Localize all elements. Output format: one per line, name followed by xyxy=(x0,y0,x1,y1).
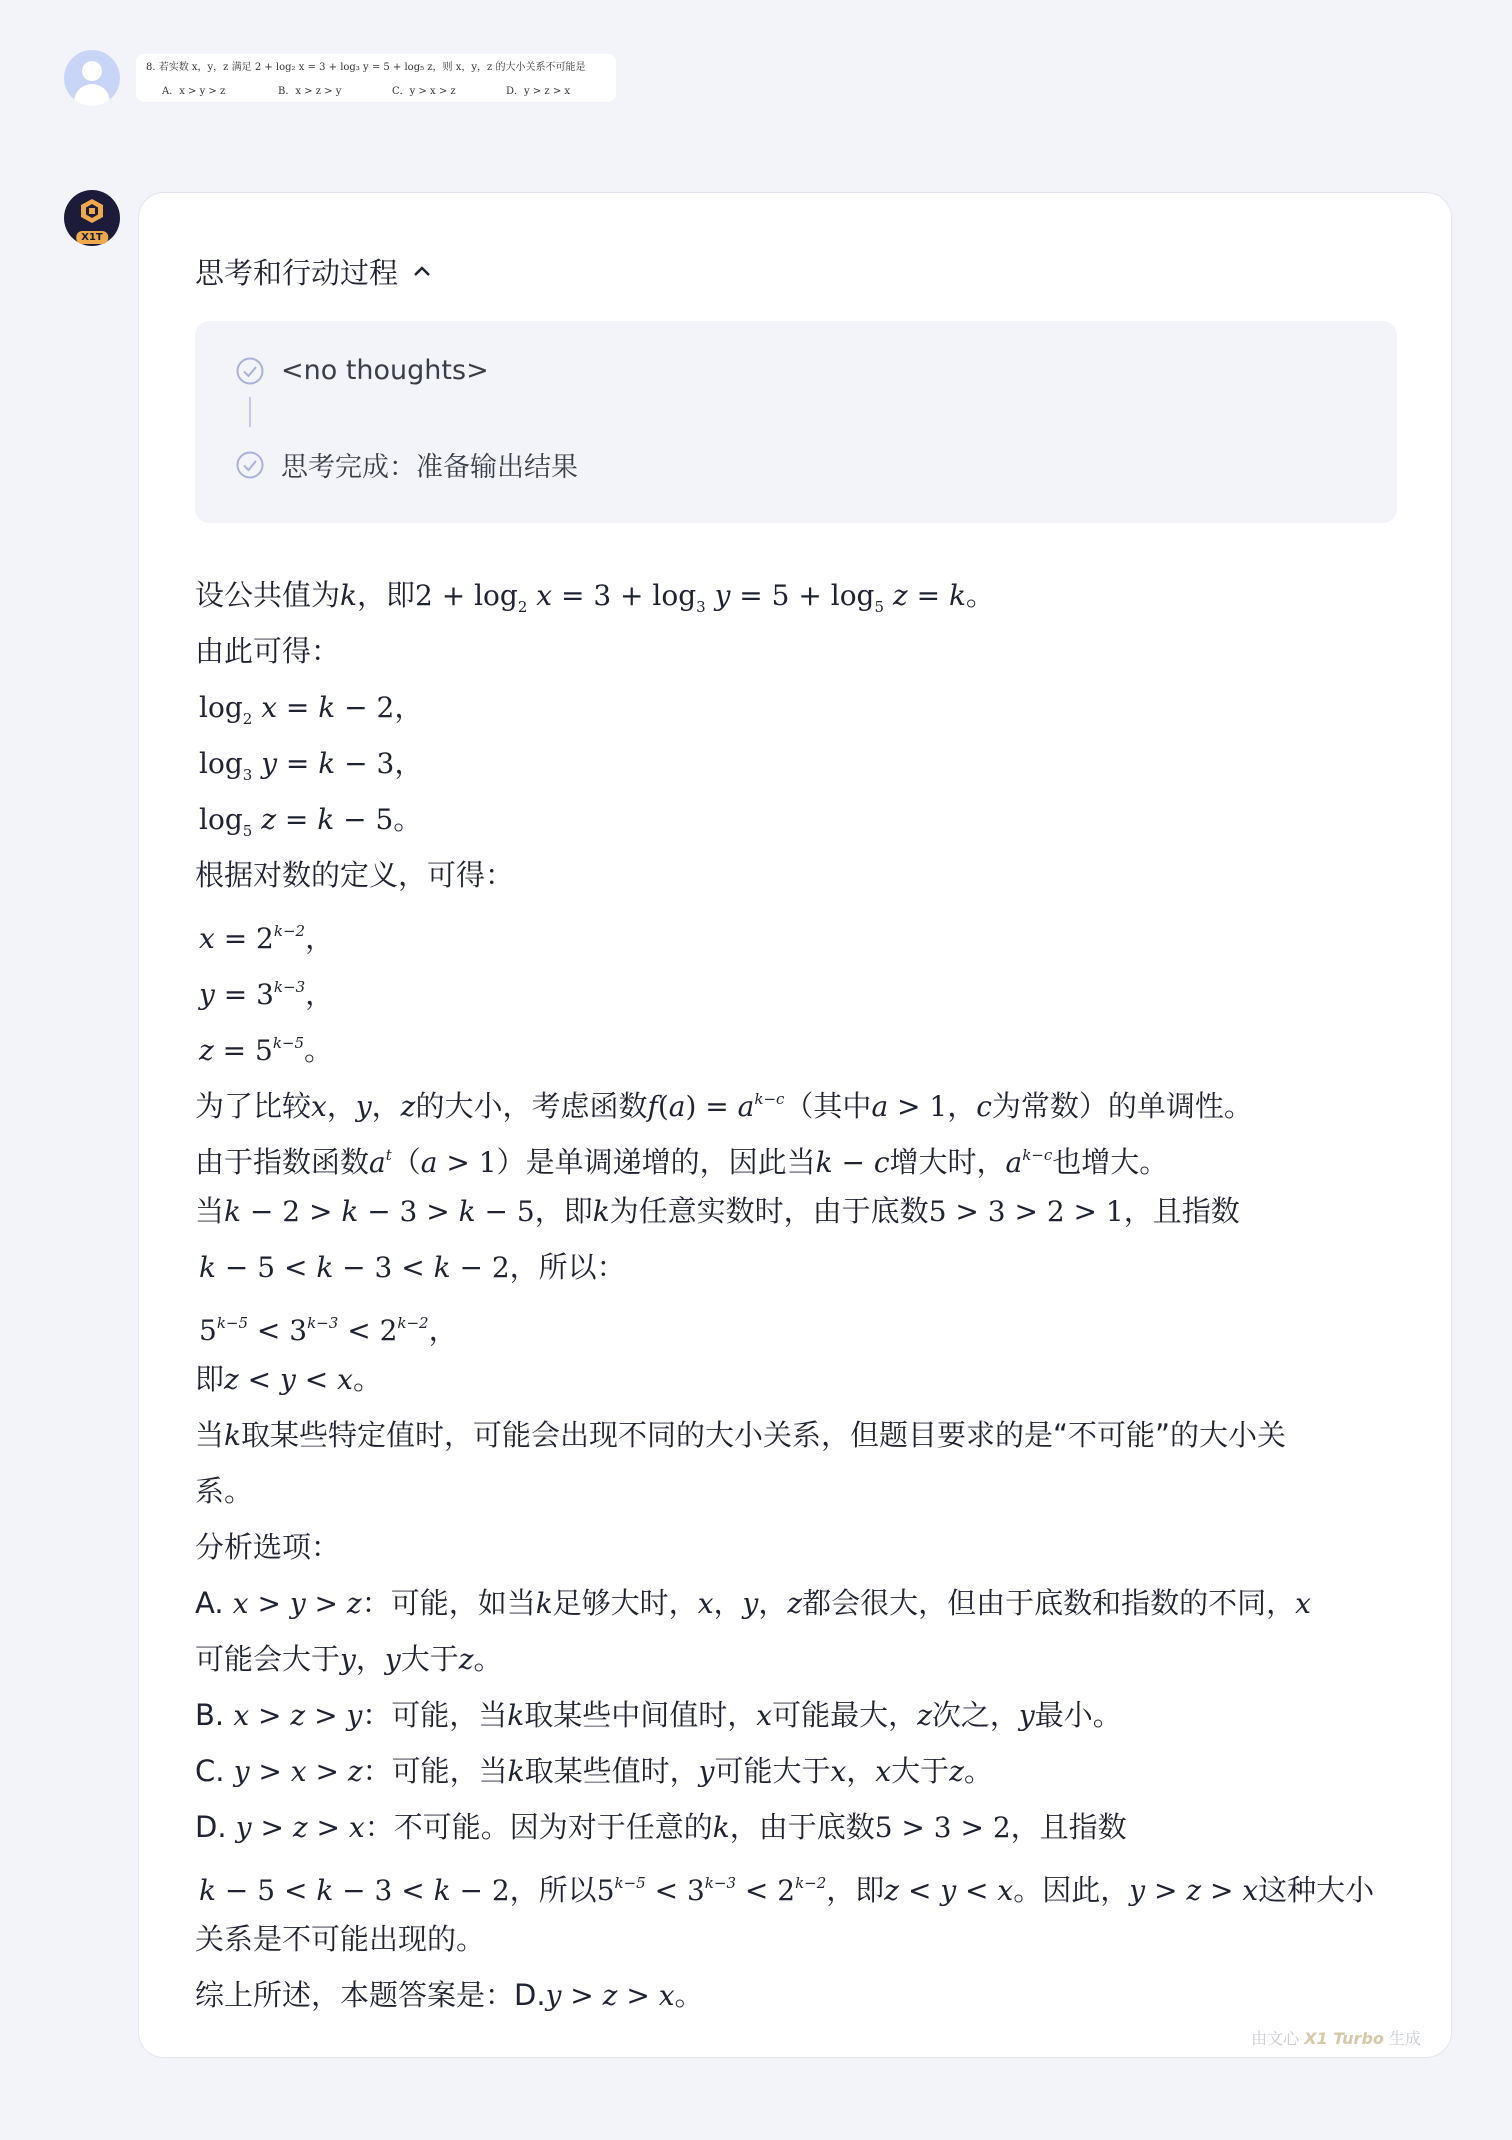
thinking-step xyxy=(235,445,578,484)
answer-line: 当k − 2 > k − 3 > k − 5，即k为任意实数时，由于底数5 > 3 > 2 > 1，且指数 xyxy=(195,1194,1240,1228)
option-analysis-b: B. x > z > y：可能，当k取某些中间值时，x可能最大，z次之，y最小。 xyxy=(195,1698,1122,1732)
answer-line: 系。 xyxy=(195,1474,254,1508)
answer-line: 设公共值为k，即$2 + \log_2 x = 3 + \log_3 y = 5 + \log_5 z = k$。 xyxy=(195,578,995,616)
step-connector xyxy=(249,397,251,427)
answer-line: 可能会大于y，y大于z。 xyxy=(195,1642,503,1676)
answer-line: $5^{k-5} < 3^{k-3} < 2^{k-2}$， xyxy=(199,1313,458,1347)
check-circle-icon xyxy=(235,356,265,386)
question-stem: 8. 若实数 x，y，z 满足 2 + log₂ x = 3 + log₃ y = 5 + log₅ z，则 x，y，z 的大小关系不可能是 xyxy=(146,62,586,73)
option-d: D．y > z > x xyxy=(506,86,571,97)
thinking-step-text: <no thoughts> xyxy=(281,355,489,386)
answer-line: 为了比较x，y，z的大小，考虑函数$f(a) = a^{k-c}$（其中a > 1，c为常数）的单调性。 xyxy=(195,1089,1253,1123)
option-a: A．x > y > z xyxy=(162,86,226,97)
answer-line: k − 5 < k − 3 < k − 2，所以： xyxy=(199,1250,626,1284)
bot-badge: X1T xyxy=(76,231,108,244)
answer-line: $\log_3 y = k - 3$， xyxy=(199,746,424,784)
bot-avatar xyxy=(64,190,120,246)
answer-line: $z = 5^{k-5}$。 xyxy=(199,1033,334,1067)
option-analysis-c: C. y > x > z：可能，当k取某些值时，y可能大于x，x大于z。 xyxy=(195,1754,993,1788)
answer-line: $y = 3^{k-3}$， xyxy=(199,977,335,1011)
answer-line: 由此可得： xyxy=(195,634,341,668)
option-c: C．y > x > z xyxy=(392,86,456,97)
answer-body xyxy=(195,567,1395,2023)
answer-line: k − 5 < k − 3 < k − 2，所以$5^{k-5} < 3^{k-3} < 2^{k-2}$，即z < y < x。因此，y > z > x这种大小 xyxy=(199,1873,1375,1907)
answer-line: $\log_2 x = k - 2$， xyxy=(199,690,424,728)
generated-by-watermark: 由文心 X1 Turbo 生成 xyxy=(1251,2029,1421,2048)
answer-line: 分析选项： xyxy=(195,1530,341,1564)
user-avatar xyxy=(64,50,120,106)
question-image[interactable] xyxy=(136,54,616,102)
thinking-panel xyxy=(195,321,1397,523)
final-answer: 综上所述，本题答案是：D.y > z > x。 xyxy=(195,1978,704,2012)
answer-line: 当k取某些特定值时，可能会出现不同的大小关系，但题目要求的是“不可能”的大小关 xyxy=(195,1418,1287,1452)
answer-line: 根据对数的定义，可得： xyxy=(195,858,515,892)
check-circle-icon xyxy=(235,450,265,480)
answer-card xyxy=(138,192,1452,2058)
bot-logo-icon xyxy=(79,198,105,224)
thinking-step xyxy=(235,355,489,386)
thinking-toggle[interactable] xyxy=(195,251,434,292)
thinking-step-text: 思考完成：准备输出结果 xyxy=(281,452,578,483)
answer-line: $\log_5 z = k - 5$。 xyxy=(199,802,423,840)
thinking-title: 思考和行动过程 xyxy=(195,256,399,290)
chevron-up-icon xyxy=(410,260,434,284)
option-b: B．x > z > y xyxy=(278,86,342,97)
answer-line: $x = 2^{k-2}$， xyxy=(199,921,335,955)
answer-line: 即z < y < x。 xyxy=(195,1362,382,1396)
option-analysis-a: A. x > y > z：可能，如当k足够大时，x，y，z都会很大，但由于底数和指数的不同，x xyxy=(195,1586,1311,1620)
answer-line: 由于指数函数$a^t(a > 1)$是单调递增的，因此当k − c增大时，$a^{k-c}$也增大。 xyxy=(195,1145,1169,1179)
answer-line: 关系是不可能出现的。 xyxy=(195,1922,486,1956)
option-analysis-d: D. y > z > x：不可能。因为对于任意的k，由于底数5 > 3 > 2，且指数 xyxy=(195,1810,1127,1844)
